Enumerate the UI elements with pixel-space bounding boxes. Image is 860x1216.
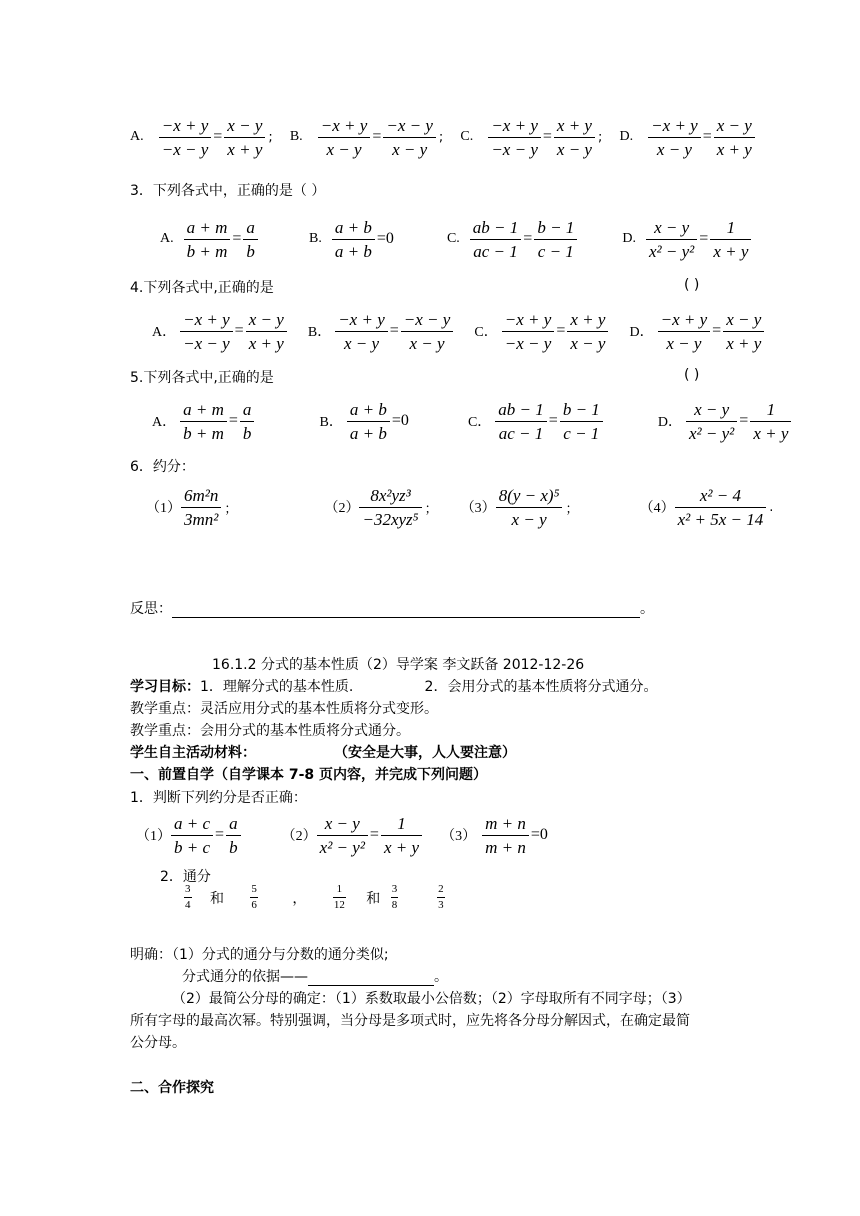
q4-option-b: B． $\frac{-x + y}{x - y}$ = $\frac{-x - y}{x - y}$ <box>308 310 453 352</box>
reflection-blank[interactable] <box>172 603 640 618</box>
fraction: $\frac{a}{b}$ <box>240 400 255 442</box>
fraction: $\frac{b - 1}{c - 1}$ <box>534 218 577 260</box>
part-2-heading: 二、合作探究 <box>130 1080 214 1096</box>
fraction: $\frac{\text{8(y − x)⁵}}{x - y}$ <box>496 486 563 528</box>
part-1-heading: 一、前置自学（自学课本 7-8 页内容，并完成下列问题） <box>130 767 488 783</box>
section-title: 16.1.2 分式的基本性质（2）导学案 李文跃备 2012-12-26 <box>212 657 585 673</box>
fraction: $\frac{\text{6m²n}}{\text{3mn²}}$ <box>181 486 221 528</box>
common-denominator-title: 2．通分 <box>160 869 211 885</box>
fraction: $\frac{b - 1}{c - 1}$ <box>560 400 603 442</box>
q6-item-1: （1） $\frac{\text{6m²n}}{\text{3mn²}}$ ； <box>146 486 238 529</box>
fraction: $\frac{m + n}{m + n}$ <box>482 814 529 856</box>
fraction: $\frac{-x + y}{-x - y}$ <box>180 310 233 352</box>
fraction: $\frac{\text{x² − 4}}{\text{x² + 5x − 14}}$ <box>675 486 767 528</box>
learning-goals-label: 学习目标： <box>130 679 200 695</box>
reflection-end: 。 <box>640 601 654 617</box>
fraction: $\frac{x - y}{\text{x² − y²}}$ <box>686 400 737 442</box>
fraction: $\frac{1}{x + y}$ <box>710 218 751 260</box>
q5-options <box>152 400 791 442</box>
q4-option-d: D． $\frac{-x + y}{x - y}$ = $\frac{x - y}{x + y}$ <box>630 310 765 352</box>
fraction: $\frac{1}{x + y}$ <box>381 814 422 856</box>
fraction: $\frac{-x + y}{x - y}$ <box>318 116 371 158</box>
clarify-1: 明确：（1）分式的通分与分数的通分类似; <box>130 947 389 963</box>
q-prev-options <box>130 116 755 158</box>
fraction: $\frac{x - y}{x + y}$ <box>246 310 287 352</box>
q4-answer-paren: ( ) <box>684 277 700 293</box>
fraction: $\frac{-x + y}{x - y}$ <box>648 116 701 158</box>
fraction: $\frac{x - y}{x + y}$ <box>224 116 265 158</box>
fraction: $\frac{2}{3}$ <box>438 883 444 911</box>
fraction: $\frac{-x + y}{-x - y}$ <box>502 310 555 352</box>
q5-title: 5.下列各式中,正确的是 <box>130 370 274 386</box>
fraction: $\frac{-x + y}{x - y}$ <box>335 310 388 352</box>
clarify-2: （2）最简公分母的确定：（1）系数取最小公倍数；（2）字母取所有不同字母；（3） <box>172 991 691 1007</box>
judge-item-1: （1） $\frac{a + c}{b + c}$ = $\frac{a}{b}$ <box>136 814 241 856</box>
reflection-label: 反思： <box>130 601 172 617</box>
fraction: $\frac{-x + y}{-x - y}$ <box>488 116 541 158</box>
learning-goals <box>130 676 657 696</box>
fraction: $\frac{a + m}{b + m}$ <box>184 218 231 260</box>
common-denominator-items: $\frac{3}{4}$ 和 $\frac{5}{6}$ ， $\frac{1}{12}$ 和 $\frac{3}{8}$ $\frac{2}{3}$ <box>185 883 444 911</box>
fraction: $\frac{x - y}{x + y}$ <box>723 310 764 352</box>
q6-item-3: （3） $\frac{\text{8(y − x)⁵}}{x - y}$ ； <box>460 486 579 529</box>
key-point-1: 教学重点：灵活应用分式的基本性质将分式变形。 <box>130 701 438 717</box>
learning-goals-text: 1．理解分式的基本性质. 2．会用分式的基本性质将分式通分。 <box>200 679 658 695</box>
fraction: $\frac{x + y}{x - y}$ <box>554 116 595 158</box>
q4-options <box>152 310 764 352</box>
q5-option-a: A． $\frac{a + m}{b + m}$ = $\frac{a}{b}$ <box>152 400 254 442</box>
q3-title: 3．下列各式中，正确的是（ ） <box>130 183 326 199</box>
basis-blank[interactable] <box>308 971 434 986</box>
q3-options <box>160 218 751 260</box>
fraction: $\frac{x + y}{x - y}$ <box>567 310 608 352</box>
q-prev-option-c: C. $\frac{-x + y}{-x - y}$ = $\frac{x + y}{x - y}$ ; <box>460 116 603 159</box>
q6-item-2: （2） $\frac{\text{8x²yz³}}{\text{−32xyz⁵}}$ ； <box>324 486 438 529</box>
fraction: $\frac{-x - y}{x - y}$ <box>383 116 436 158</box>
reflection-line <box>130 598 654 618</box>
q5-option-c: C． $\frac{ab - 1}{ac - 1}$ = $\frac{b - 1}{c - 1}$ <box>468 400 603 442</box>
fraction: $\frac{a + b}{a + b}$ <box>332 218 375 260</box>
fraction: $\frac{a + c}{b + c}$ <box>171 814 213 856</box>
judge-title: 1．判断下列约分是否正确： <box>130 790 307 806</box>
fraction: $\frac{3}{4}$ <box>185 883 191 911</box>
clarify-basis: 分式通分的依据—— 。 <box>182 969 448 985</box>
q4-title: 4.下列各式中,正确的是 <box>130 280 274 296</box>
fraction: $\frac{a}{b}$ <box>243 218 258 260</box>
fraction: $\frac{-x - y}{x - y}$ <box>401 310 454 352</box>
fraction: $\frac{a + m}{b + m}$ <box>180 400 227 442</box>
clarify-4: 公分母。 <box>130 1035 186 1051</box>
q5-option-d: D． $\frac{x - y}{\text{x² − y²}}$ = $\frac{1}{x + y}$ <box>658 400 791 442</box>
q-prev-option-d: D. $\frac{-x + y}{x - y}$ = $\frac{x - y}{x + y}$ <box>619 116 754 158</box>
fraction: $\frac{a}{b}$ <box>226 814 241 856</box>
q3-option-a: A. $\frac{a + m}{b + m}$ = $\frac{a}{b}$ <box>160 218 258 260</box>
q-prev-option-a: A. $\frac{-x + y}{-x - y}$ = $\frac{x - y}{x + y}$ ; <box>130 116 273 159</box>
materials-heading: 学生自主活动材料： （安全是大事，人人要注意） <box>130 745 516 761</box>
fraction: $\frac{ab - 1}{ac - 1}$ <box>470 218 521 260</box>
q3-option-c: C. $\frac{ab - 1}{ac - 1}$ = $\frac{b - 1}{c - 1}$ <box>447 218 577 260</box>
key-point-2: 教学重点：会用分式的基本性质将分式通分。 <box>130 723 410 739</box>
fraction: $\frac{a + b}{a + b}$ <box>347 400 390 442</box>
q6-title: 6．约分： <box>130 459 195 475</box>
q6-item-4: （4） $\frac{\text{x² − 4}}{\text{x² + 5x − 14}}$ . <box>639 486 774 529</box>
q6-items <box>146 486 785 528</box>
q5-answer-paren: ( ) <box>684 367 700 383</box>
fraction: $\frac{x - y}{\text{x² − y²}}$ <box>646 218 697 260</box>
q3-option-b: B. $\frac{a + b}{a + b}$ =0 <box>309 218 394 261</box>
q3-option-d: D. $\frac{x - y}{\text{x² − y²}}$ = $\frac{1}{x + y}$ <box>622 218 751 260</box>
clarify-3: 所有字母的最高次幂。特别强调，当分母是多项式时，应先将各分母分解因式，在确定最简 <box>130 1013 690 1029</box>
fraction: $\frac{5}{6}$ <box>251 883 257 911</box>
fraction: $\frac{-x + y}{-x - y}$ <box>159 116 212 158</box>
q4-option-c: C． $\frac{-x + y}{-x - y}$ = $\frac{x + y}{x - y}$ <box>474 310 608 352</box>
judge-item-2: （2） $\frac{x - y}{\text{x² − y²}}$ = $\frac{1}{x + y}$ <box>282 814 422 856</box>
q4-option-a: A． $\frac{-x + y}{-x - y}$ = $\frac{x - y}{x + y}$ <box>152 310 287 352</box>
q-prev-option-b: B. $\frac{-x + y}{x - y}$ = $\frac{-x - y}{x - y}$ ; <box>289 116 444 159</box>
q5-option-b: B． $\frac{a + b}{a + b}$ =0 <box>319 400 409 443</box>
fraction: $\frac{x - y}{x + y}$ <box>714 116 755 158</box>
judge-items <box>136 814 550 856</box>
fraction: $\frac{\text{8x²yz³}}{\text{−32xyz⁵}}$ <box>359 486 421 528</box>
fraction: $\frac{1}{x + y}$ <box>750 400 791 442</box>
fraction: $\frac{-x + y}{x - y}$ <box>658 310 711 352</box>
fraction: $\frac{3}{8}$ <box>391 883 398 911</box>
fraction: $\frac{x - y}{\text{x² − y²}}$ <box>317 814 368 856</box>
fraction: $\frac{1}{12}$ <box>333 883 345 911</box>
fraction: $\frac{ab - 1}{ac - 1}$ <box>495 400 546 442</box>
judge-item-3: （3） $\frac{m + n}{m + n}$ =0 <box>441 814 548 857</box>
